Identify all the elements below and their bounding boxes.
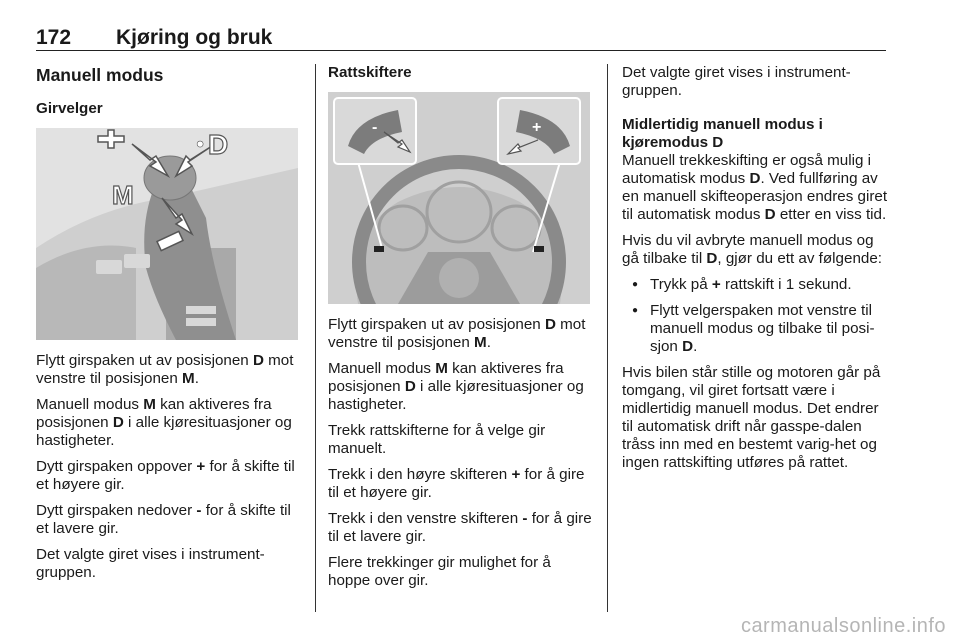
text-run: Flytt velgerspaken mot venstre til manuell modus og tilbake til posi-sjon: [650, 302, 875, 355]
column-divider: [607, 64, 608, 612]
text-run: Manuell modus: [36, 396, 144, 413]
subsection-heading: Midlertidig manuell modus i kjøremodus D: [622, 116, 823, 151]
body-paragraph: [328, 360, 596, 414]
text-run: for å skifte til et lavere gir.: [36, 502, 291, 537]
steering-paddle-illustration: [328, 92, 590, 304]
body-paragraph: [36, 352, 302, 388]
bold-term: D: [252, 352, 264, 369]
body-paragraph: [36, 396, 302, 450]
intro-paragraph: Det valgte giret vises i instrument-gruppen.: [622, 64, 851, 99]
body-paragraph: [328, 510, 596, 546]
bold-term: +: [711, 276, 721, 293]
text-run: Flytt girspaken ut av posisjonen: [36, 352, 253, 369]
text-run: for å gire til et høyere gir.: [328, 466, 585, 501]
figure-label-d: D: [208, 129, 229, 160]
subsection-heading: Girvelger: [36, 100, 103, 117]
figure-label-plus: +: [532, 119, 542, 136]
text-run: for å gire til et lavere gir.: [328, 510, 592, 545]
body-paragraph: [36, 458, 302, 494]
bold-term: -: [522, 510, 528, 527]
column-3: [622, 64, 890, 480]
subsection-heading: Rattskiftere: [328, 64, 412, 81]
svg-text:●: ●: [196, 135, 205, 151]
bullet-item: [622, 276, 890, 294]
text-run: i alle kjøresituasjoner og hastigheter.: [328, 378, 584, 413]
body-paragraph: [36, 546, 302, 582]
bullet-item: [622, 302, 890, 356]
bold-term: M: [435, 360, 448, 377]
text-run: Manuell trekkeskifting er også mulig i automatisk modus: [622, 152, 872, 187]
page-number: 172: [36, 26, 72, 49]
gear-selector-illustration: [36, 128, 298, 340]
bold-term: D: [682, 338, 694, 355]
bold-term: M: [182, 370, 195, 387]
text-run: Trekk i den høyre skifteren: [328, 466, 512, 483]
text-run: for å skifte til et høyere gir.: [36, 458, 295, 493]
text-run: .: [194, 370, 199, 387]
body-paragraph: [622, 152, 890, 224]
bold-term: D: [404, 378, 416, 395]
text-run: etter en viss tid.: [775, 206, 887, 223]
text-run: Flere trekkinger gir mulighet for å hoppe over gir.: [328, 554, 551, 589]
figure-label-m: M: [112, 180, 134, 210]
bullet-list: [622, 276, 890, 356]
bold-term: D: [764, 206, 776, 223]
text-run: Dytt girspaken oppover: [36, 458, 197, 475]
body-paragraph: [328, 554, 596, 590]
bold-term: +: [196, 458, 206, 475]
column-divider: [315, 64, 316, 612]
text-run: Trykk på: [650, 276, 712, 293]
body-paragraph: [328, 316, 596, 352]
text-run: Trekk rattskifterne for å velge gir manuelt.: [328, 422, 546, 457]
closing-paragraph: Hvis bilen står stille og motoren går på tomgang, vil giret fortsatt være i midlertidig manuell modus. Det endrer til automatisk drift når gasspe-dalen tråss inn med en bestemt varig-het og ingen rattskifting utføres på rattet.: [622, 364, 881, 471]
text-run: rattskift i 1 sekund.: [720, 276, 852, 293]
watermark: carmanualsonline.info: [740, 615, 946, 637]
text-run: Flytt girspaken ut av posisjonen: [328, 316, 545, 333]
text-run: . Ved fullføring av en manuell skifteoperasjon endres giret til automatisk modus: [622, 170, 888, 223]
text-run: kan aktiveres fra posisjonen: [36, 396, 272, 431]
bold-term: D: [749, 170, 761, 187]
text-run: Dytt girspaken nedover: [36, 502, 197, 519]
text-run: mot venstre til posisjonen: [328, 316, 586, 351]
text-run: Manuell modus: [328, 360, 436, 377]
bold-term: D: [544, 316, 556, 333]
page-title: Kjøring og bruk: [116, 26, 273, 49]
text-run: .: [693, 338, 698, 355]
text-run: i alle kjøresituasjoner og hastigheter.: [36, 414, 292, 449]
bold-term: D: [112, 414, 124, 431]
text-run: Trekk i den venstre skifteren: [328, 510, 523, 527]
bold-term: +: [511, 466, 521, 483]
column-2: [328, 64, 596, 598]
body-paragraph: [36, 502, 302, 538]
figure-label-minus: -: [372, 119, 378, 136]
column-1: [36, 64, 302, 590]
text-run: Hvis du vil avbryte manuell modus og gå tilbake til: [622, 232, 874, 267]
text-run: .: [486, 334, 491, 351]
section-heading: Manuell modus: [36, 65, 164, 85]
body-paragraph: [328, 466, 596, 502]
bold-term: M: [474, 334, 487, 351]
text-run: kan aktiveres fra posisjonen: [328, 360, 564, 395]
bold-term: M: [143, 396, 156, 413]
bold-term: D: [706, 250, 718, 267]
column-1-paragraphs: [36, 352, 302, 582]
column-2-paragraphs: [328, 316, 596, 590]
page-header: [36, 26, 886, 51]
bold-term: -: [196, 502, 202, 519]
body-paragraph: [622, 232, 890, 268]
column-3-paragraphs: [622, 152, 890, 268]
text-run: mot venstre til posisjonen: [36, 352, 294, 387]
body-paragraph: [328, 422, 596, 458]
text-run: , gjør du ett av følgende:: [717, 250, 883, 267]
text-run: Det valgte giret vises i instrument-gruppen.: [36, 546, 265, 581]
